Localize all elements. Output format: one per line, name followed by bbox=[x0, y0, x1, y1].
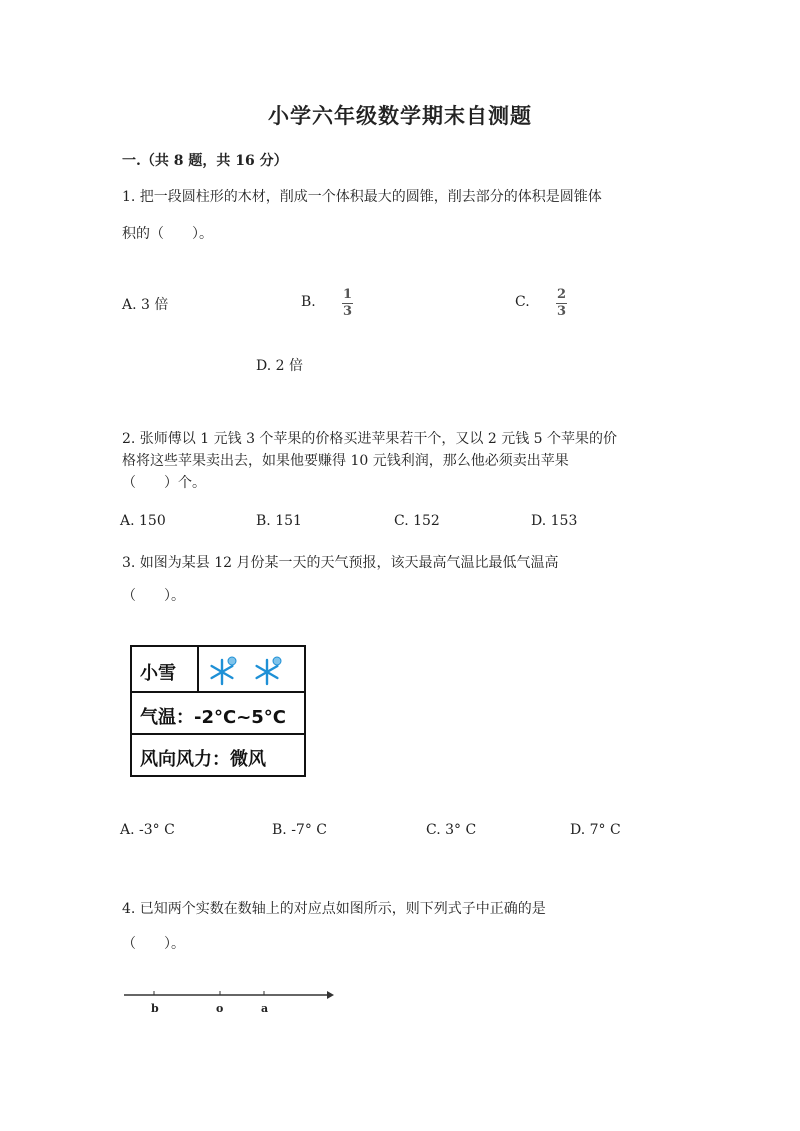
q1-option-d: D. 2 倍 bbox=[256, 358, 303, 374]
q3-option-c: C. 3° C bbox=[426, 822, 477, 838]
weather-condition: 小雪 bbox=[140, 663, 176, 684]
number-line-label-a: a bbox=[261, 1002, 269, 1015]
question-4-line-2: （ ）。 bbox=[122, 936, 185, 952]
fraction-denominator: 3 bbox=[556, 304, 567, 319]
q3-option-a: A. -3° C bbox=[120, 822, 175, 838]
snowflake-icon bbox=[250, 655, 284, 687]
question-2-line-1: 2. 张师傅以 1 元钱 3 个苹果的价格买进苹果若干个，又以 2 元钱 5 个苹果的价 bbox=[122, 431, 618, 447]
q1-option-b bbox=[301, 294, 316, 310]
q3-option-b: B. -7° C bbox=[272, 822, 327, 838]
fraction-numerator: 2 bbox=[556, 287, 567, 302]
number-line-label-b: b bbox=[151, 1002, 159, 1015]
number-line bbox=[124, 985, 334, 1025]
arrow-right-icon bbox=[327, 991, 334, 999]
question-1-line-2: 积的（ ）。 bbox=[122, 226, 213, 242]
snowflake-icon bbox=[205, 655, 239, 687]
weather-temperature: 气温：-2°C~5°C bbox=[140, 707, 287, 728]
question-2-line-2: 格将这些苹果卖出去，如果他要赚得 10 元钱利润，那么他必须卖出苹果 bbox=[122, 453, 569, 469]
q2-option-a: A. 150 bbox=[120, 513, 166, 529]
fraction-denominator: 3 bbox=[342, 304, 353, 319]
question-2-line-3: （ ）个。 bbox=[122, 475, 206, 491]
number-line-label-o: o bbox=[216, 1002, 224, 1015]
question-3-line-1: 3. 如图为某县 12 月份某一天的天气预报，该天最高气温比最低气温高 bbox=[122, 555, 559, 571]
weather-temperature-row bbox=[132, 693, 304, 735]
question-1-line-1: 1. 把一段圆柱形的木材，削成一个体积最大的圆锥，削去部分的体积是圆锥体 bbox=[122, 189, 602, 205]
q1-option-c-fraction bbox=[556, 288, 567, 319]
q1-option-c bbox=[515, 294, 530, 310]
question-4-line-1: 4. 已知两个实数在数轴上的对应点如图所示，则下列式子中正确的是 bbox=[122, 901, 546, 917]
q2-option-b: B. 151 bbox=[256, 513, 302, 529]
q1-option-b-label: B. bbox=[301, 294, 316, 310]
page-title: 小学六年级数学期末自测题 bbox=[268, 104, 532, 128]
question-3-line-2: （ ）。 bbox=[122, 588, 185, 604]
fraction-numerator: 1 bbox=[342, 287, 353, 302]
weather-condition-row bbox=[132, 647, 304, 693]
weather-forecast-box bbox=[130, 645, 306, 777]
q1-option-a: A. 3 倍 bbox=[122, 297, 169, 313]
q1-option-c-label: C. bbox=[515, 294, 530, 310]
q2-option-c: C. 152 bbox=[394, 513, 440, 529]
weather-wind-row bbox=[132, 735, 304, 775]
weather-wind: 风向风力：微风 bbox=[140, 749, 266, 770]
section-heading: 一.（共 8 题，共 16 分） bbox=[122, 153, 288, 169]
q2-option-d: D. 153 bbox=[531, 513, 578, 529]
q1-option-b-fraction bbox=[342, 288, 353, 319]
q3-option-d: D. 7° C bbox=[570, 822, 621, 838]
